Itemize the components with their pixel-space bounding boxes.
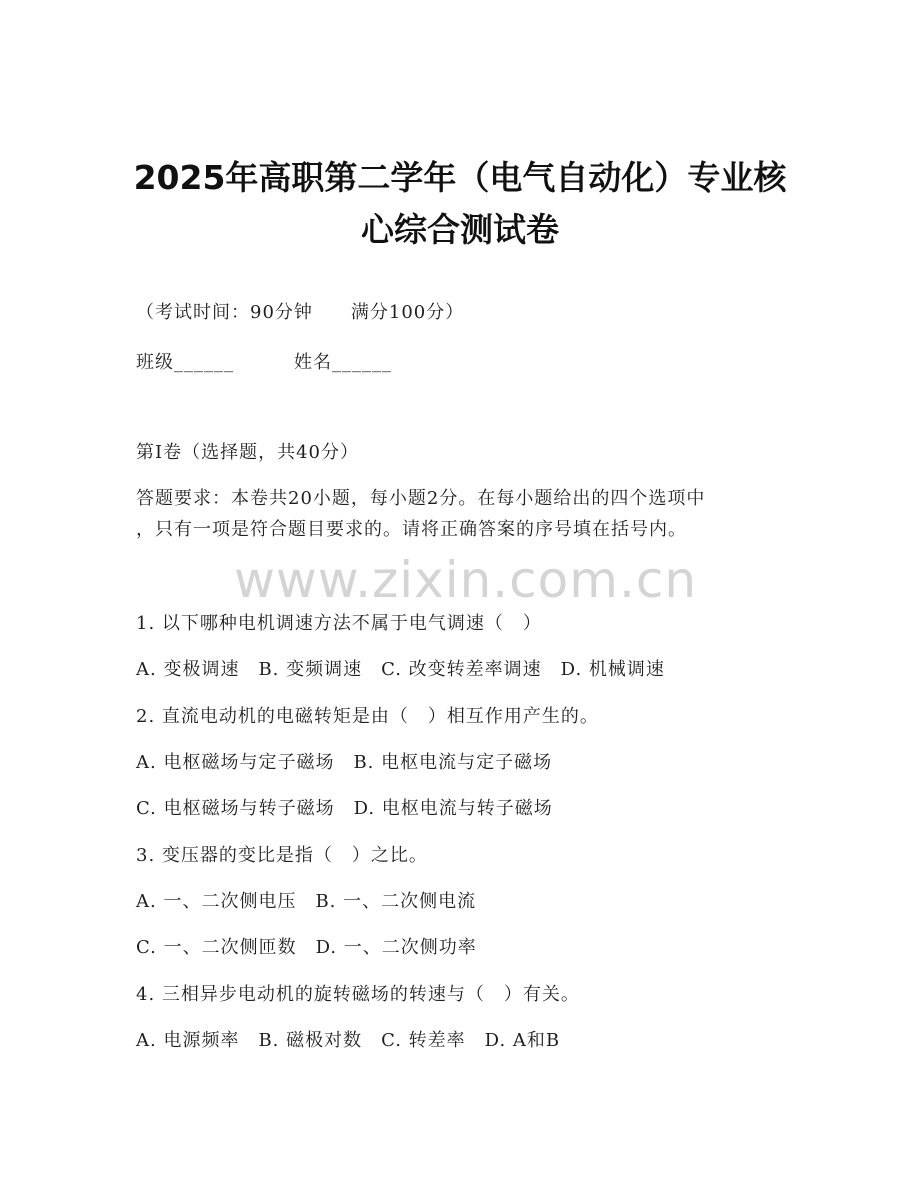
question-4-options: A. 电源频率 B. 磁极对数 C. 转差率 D. A和B xyxy=(136,1030,561,1051)
question-3-options-row-2: C. 一、二次侧匝数 D. 一、二次侧功率 xyxy=(136,937,477,958)
section-heading: 第I卷（选择题，共40分） xyxy=(136,442,360,463)
document-title-line-1: 2025年高职第二学年（电气自动化）专业核 xyxy=(133,158,787,197)
question-3-stem: 3. 变压器的变比是指（ ）之比。 xyxy=(136,845,428,866)
question-4-stem: 4. 三相异步电动机的旋转磁场的转速与（ ）有关。 xyxy=(136,984,580,1005)
exam-info: （考试时间：90分钟 满分100分） xyxy=(136,302,465,323)
name-field-label: 姓名______ xyxy=(294,352,392,373)
question-3-options-row-1: A. 一、二次侧电压 B. 一、二次侧电流 xyxy=(136,891,477,912)
instructions-line-1: 答题要求：本卷共20小题，每小题2分。在每小题给出的四个选项中 xyxy=(136,488,706,509)
question-2-options-row-1: A. 电枢磁场与定子磁场 B. 电枢电流与定子磁场 xyxy=(136,752,553,773)
question-1-options: A. 变极调速 B. 变频调速 C. 改变转差率调速 D. 机械调速 xyxy=(136,659,665,680)
question-1-stem: 1. 以下哪种电机调速方法不属于电气调速（ ） xyxy=(136,613,542,634)
document-title-line-2: 心综合测试卷 xyxy=(361,210,559,249)
watermark: www.zixin.com.cn xyxy=(234,551,698,609)
question-2-options-row-2: C. 电枢磁场与转子磁场 D. 电枢电流与转子磁场 xyxy=(136,798,553,819)
question-2-stem: 2. 直流电动机的电磁转矩是由（ ）相互作用产生的。 xyxy=(136,706,599,727)
instructions-line-2: ，只有一项是符合题目要求的。请将正确答案的序号填在括号内。 xyxy=(136,519,687,540)
class-field-label: 班级______ xyxy=(136,352,234,373)
